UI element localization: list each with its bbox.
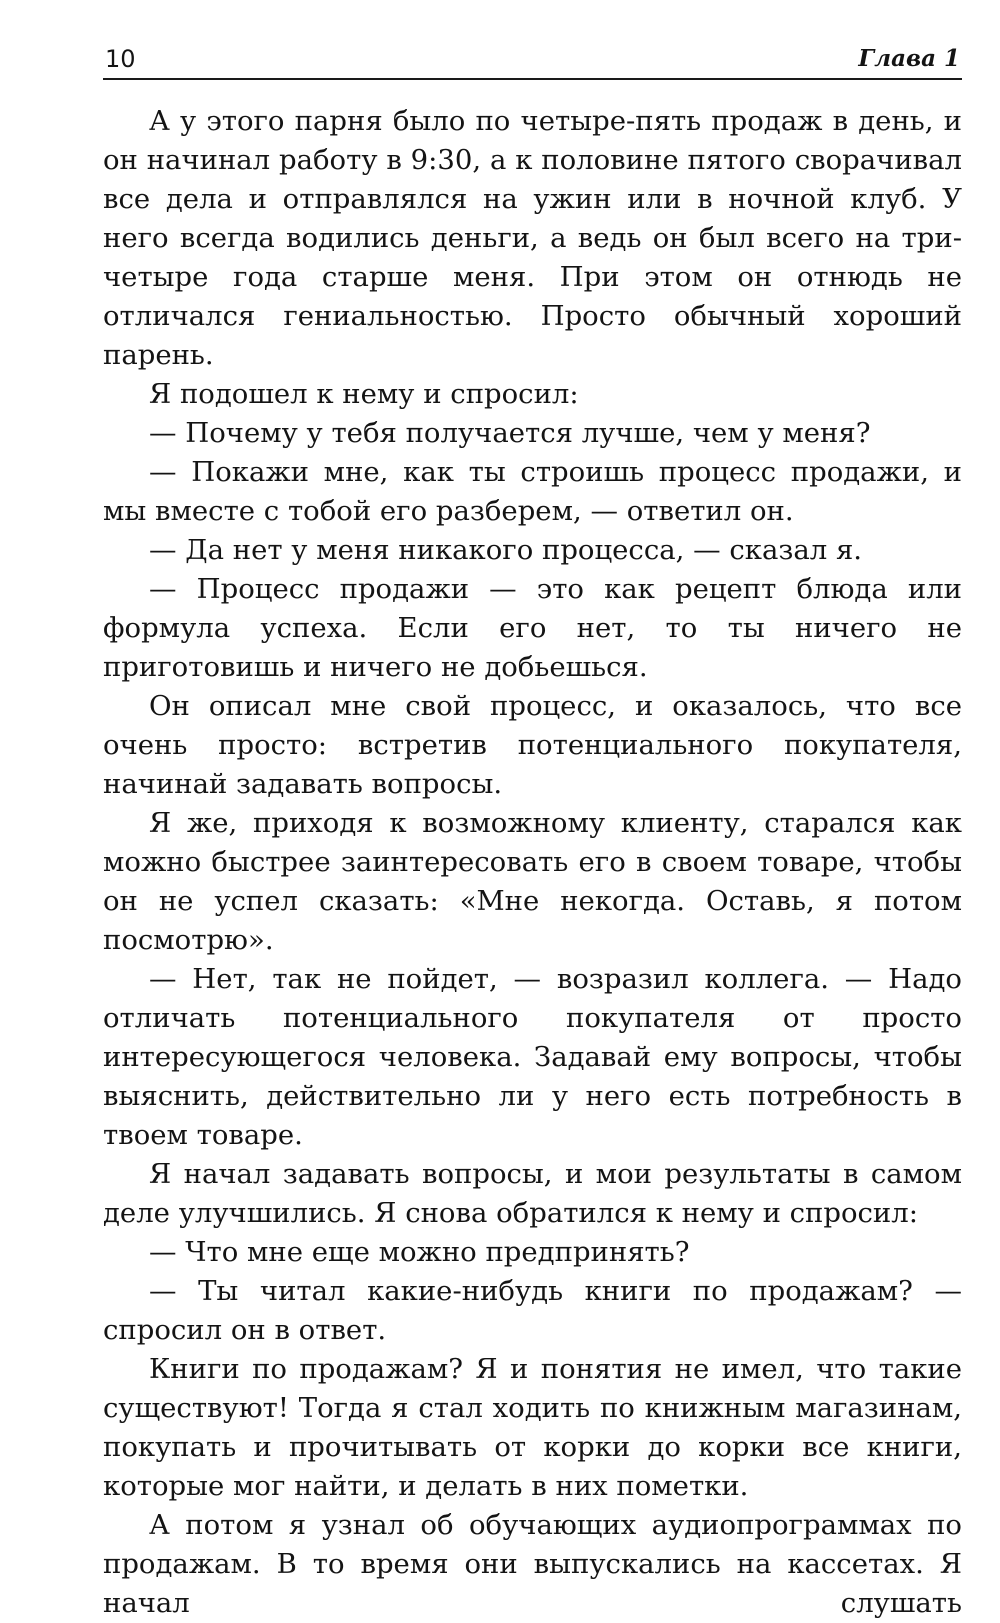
paragraph: Я же, приходя к возможному клиенту, старался как можно быстрее заинтересовать его в своем товаре, чтобы он не успел сказать: «Мне некогда. Оставь, я потом посмотрю».: [103, 807, 962, 956]
paragraph: А потом я узнал об обучающих аудиопрограммах по продажам. В то время они выпускались на кассетах. Я начал слушать: [103, 1509, 962, 1619]
paragraph: Я начал задавать вопросы, и мои результаты в самом деле улучшились. Я снова обратился к нему и спросил:: [103, 1158, 962, 1229]
dialogue-line: — Покажи мне, как ты строишь процесс продажи, и мы вместе с тобой его разберем, — ответил он.: [103, 456, 962, 527]
paragraph: А у этого парня было по четыре-пять продаж в день, и он начинал работу в 9:30, а к половине пятого сворачивал все дела и отправлялся на ужин или в ночной клуб. У него всегда водились деньги, а ведь он был всего на три-четыре года старше меня. При этом он отнюдь не отличался гениальностью. Просто обычный хороший парень.: [103, 105, 962, 371]
dialogue-line: — Что мне еще можно предпринять?: [149, 1236, 690, 1268]
dialogue-line: — Процесс продажи — это как рецепт блюда или формула успеха. Если его нет, то ты ничего не приготовишь и ничего не добьешься.: [103, 573, 962, 683]
dialogue-line: — Да нет у меня никакого процесса, — сказал я.: [149, 534, 863, 566]
page-number: 10: [105, 45, 136, 73]
body-text: [103, 102, 962, 1623]
paragraph: Он описал мне свой процесс, и оказалось, что все очень просто: встретив потенциального покупателя, начинай задавать вопросы.: [103, 690, 962, 800]
paragraph: Я подошел к нему и спросил:: [149, 378, 579, 410]
chapter-label: Глава 1: [858, 45, 960, 72]
dialogue-line: — Ты читал какие-нибудь книги по продажам? — спросил он в ответ.: [103, 1275, 962, 1346]
dialogue-line: — Почему у тебя получается лучше, чем у меня?: [149, 417, 871, 449]
running-head: [103, 42, 962, 80]
dialogue-line: — Нет, так не пойдет, — возразил коллега. — Надо отличать потенциального покупателя от просто интересующегося человека. Задавай ему вопросы, чтобы выяснить, действительно ли у него есть потребность в твоем товаре.: [103, 963, 962, 1151]
paragraph: Книги по продажам? Я и понятия не имел, что такие существуют! Тогда я стал ходить по книжным магазинам, покупать и прочитывать от корки до корки все книги, которые мог найти, и делать в них пометки.: [103, 1353, 962, 1502]
